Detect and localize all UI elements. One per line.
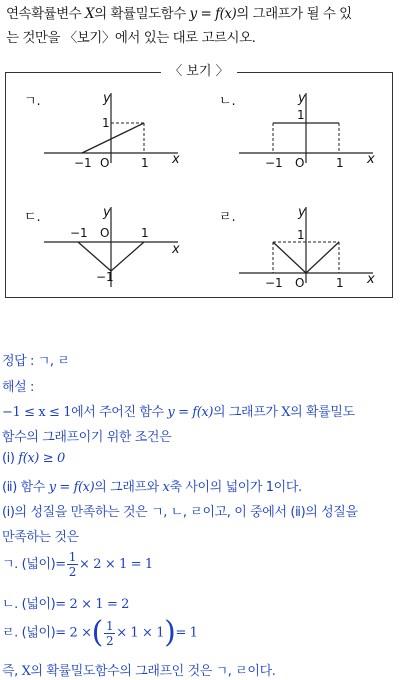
condition-2-label: (ⅱ) 함수: [2, 480, 45, 495]
graph-d-origin: O: [295, 276, 305, 290]
graph-b: [211, 85, 391, 185]
explanation-heading: 해설 :: [2, 380, 35, 395]
calc-3: [2, 615, 198, 650]
graph-b-tick-1x: 1: [336, 156, 344, 170]
graph-c-origin: O: [100, 226, 110, 240]
calc-1-eq: =: [55, 557, 66, 572]
graph-a-tick-1x: 1: [141, 156, 149, 170]
final-answer: [2, 660, 275, 679]
explanation-line-3: (ⅰ)의 성질을 만족하는 것은 ㄱ, ㄴ, ㄹ이고, 이 중에서 (ⅱ)의 성질을: [2, 505, 358, 520]
graph-a-line: [82, 123, 144, 153]
condition-1-math: f(x) ≥ 0: [18, 451, 65, 466]
calc-1-fraction: [67, 550, 78, 579]
calc-3-post: = 1: [175, 625, 198, 641]
calc-3-label: ㄹ. (넓이): [2, 625, 56, 641]
calc-2-label: ㄴ. (넓이): [2, 597, 56, 612]
graph-a-label: ㄱ.: [24, 94, 41, 109]
calc-1-label: ㄱ. (넓이): [2, 557, 56, 572]
graph-a-y-label: y: [103, 91, 111, 106]
explanation-text-b: 의 그래프가: [213, 405, 278, 420]
calc-3-open-paren: (: [91, 615, 103, 650]
calc-2: [2, 593, 129, 612]
graph-a: [16, 85, 196, 185]
question-text-2: 의 확률밀도함수: [94, 6, 186, 22]
final-text-b: 의 확률밀도함수의 그래프인 것은 ㄱ, ㄹ이다.: [30, 664, 276, 679]
explanation-line-2: 함수의 그래프이기 위한 조건은: [2, 430, 172, 445]
range-expression: −1 ≤ x ≤ 1: [2, 405, 72, 420]
calc-1-denominator: 2: [68, 565, 77, 579]
condition-1-label: (ⅰ): [2, 451, 15, 466]
explanation-text-c: 의 확률밀도: [290, 405, 355, 420]
question-text-1: 연속확률변수: [6, 6, 82, 22]
calc-1: [2, 550, 153, 579]
question-line-2: 는 것만을 〈보기〉에서 있는 대로 고르시오.: [6, 30, 256, 46]
choices-box: [5, 64, 393, 298]
calc-3-fraction: [104, 619, 115, 648]
graph-a-tick-neg1: −1: [74, 156, 92, 170]
graph-d: [211, 197, 391, 293]
calc-3-inner: × 1 × 1: [116, 625, 165, 641]
condition-1: [2, 451, 65, 466]
explanation-text-a: 에서 주어진 함수: [71, 405, 164, 420]
graph-b-y-label: y: [298, 91, 306, 106]
func-expression-2: y = f(x): [167, 405, 213, 420]
graph-d-y-label: y: [298, 205, 306, 220]
graph-c-tick-neg1: −1: [70, 226, 88, 240]
func-expression-3: y = f(x): [48, 480, 95, 495]
condition-2: [2, 476, 302, 495]
condition-2-text-b: 축 사이의 넓이가 1이다.: [169, 480, 302, 495]
graph-d-x-label: x: [367, 272, 375, 287]
graph-c-label: ㄷ.: [24, 210, 41, 225]
calc-3-denominator: 2: [105, 633, 114, 648]
var-x-4: X: [21, 664, 31, 679]
graph-c-x-label: x: [172, 242, 180, 257]
explanation-line-1: [2, 401, 355, 420]
func-expression: y = f(x): [189, 6, 237, 22]
question-text-3: 의 그래프가 될 수 있: [236, 6, 352, 22]
graph-d-tick-1x: 1: [336, 276, 344, 290]
graph-b-label: ㄴ.: [219, 94, 236, 109]
graph-c-y-label: y: [103, 205, 111, 220]
calc-3-close-paren: ): [164, 615, 176, 650]
graph-b-origin: O: [295, 156, 305, 170]
var-x: X: [85, 6, 95, 22]
var-x-3: x: [162, 480, 170, 495]
graph-b-tick-neg1: −1: [265, 156, 283, 170]
box-title: [6, 64, 392, 80]
calc-1-numerator: 1: [68, 550, 77, 564]
calc-3-pre: = 2 ×: [55, 625, 92, 641]
explanation-line-4: 만족하는 것은: [2, 530, 79, 545]
graph-d-label: ㄹ.: [219, 210, 236, 225]
question-text: [6, 2, 398, 50]
calc-3-numerator: 1: [105, 618, 114, 633]
graph-c-tick-neg1y: −1: [96, 270, 114, 284]
graph-d-tick-1y: 1: [297, 228, 305, 242]
graph-c-tick-1x: 1: [141, 226, 149, 240]
calc-1-rest: × 2 × 1 = 1: [79, 557, 153, 572]
graph-a-x-label: x: [172, 152, 180, 167]
condition-2-text-a: 의 그래프와: [94, 480, 159, 495]
graph-a-tick-1y: 1: [102, 116, 110, 130]
calc-2-expr: = 2 × 1 = 2: [55, 597, 130, 612]
graph-b-x-label: x: [367, 152, 375, 167]
graph-b-tick-1y: 1: [297, 108, 305, 122]
final-text-a: 즉,: [2, 664, 18, 679]
question-line-1: [6, 2, 398, 26]
answer-line: 정답 : ㄱ, ㄹ: [2, 354, 70, 369]
graph-c: [16, 197, 196, 293]
var-x-2: X: [281, 405, 291, 420]
box-title-text: 〈 보기 〉: [161, 64, 236, 79]
graph-a-origin: O: [100, 156, 110, 170]
graph-d-tick-neg1: −1: [265, 276, 283, 290]
